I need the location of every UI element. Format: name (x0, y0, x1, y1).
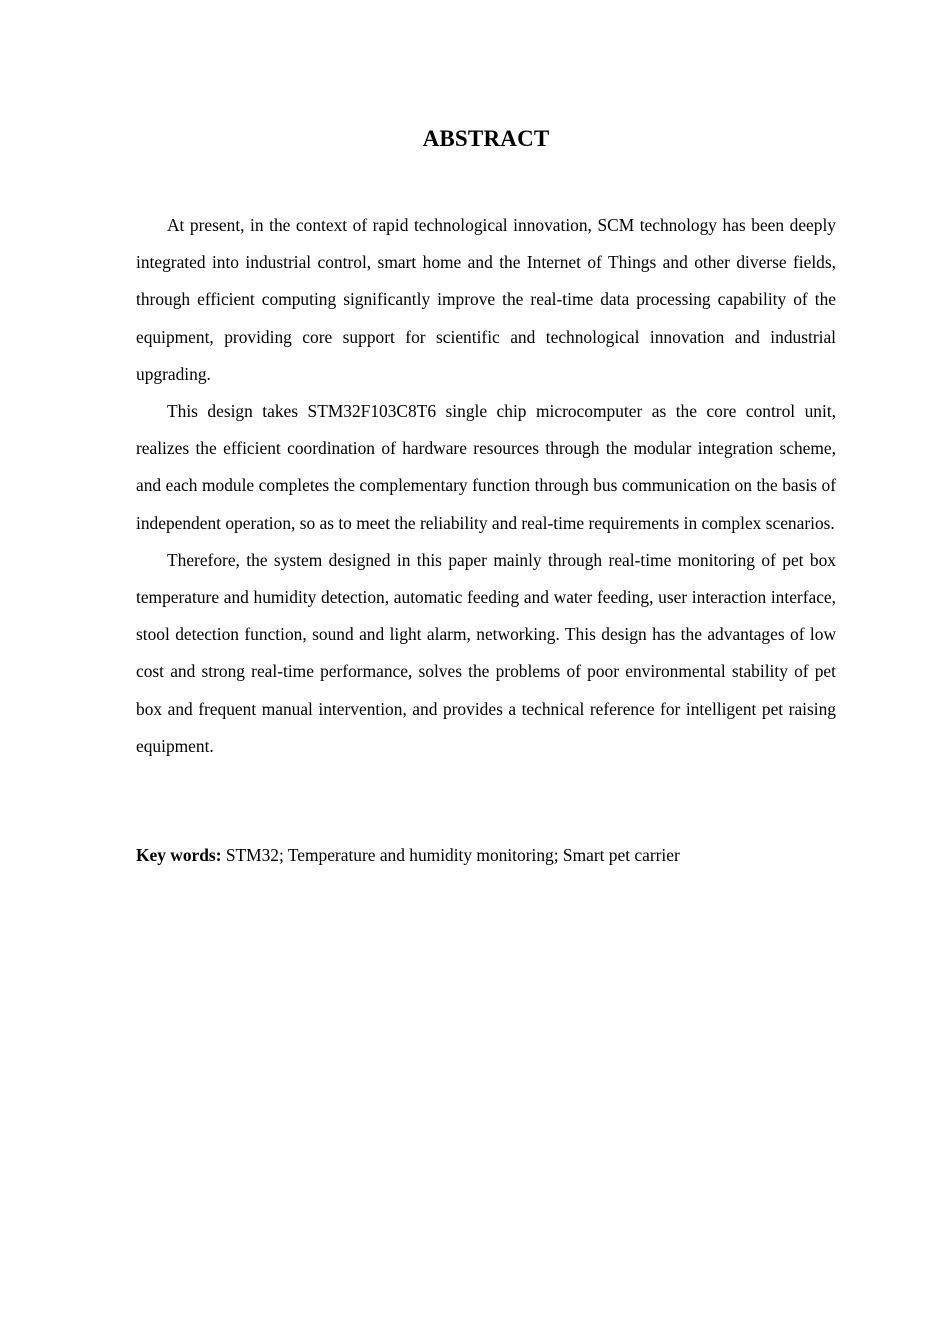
keywords-text: STM32; Temperature and humidity monitoring; Smart pet carrier (221, 845, 680, 865)
abstract-title: ABSTRACT (422, 126, 550, 151)
abstract-paragraph-2: This design takes STM32F103C8T6 single chip microcomputer as the core control unit, realizes the efficient coordination of hardware resources through the modular integration scheme, and each module completes the complementary function through bus communication on the basis of independent operation, so as to meet the reliability and real-time requirements in complex scenarios. (136, 401, 836, 533)
keywords-line (136, 837, 836, 874)
abstract-body (136, 207, 836, 765)
abstract-paragraph-3: Therefore, the system designed in this paper mainly through real-time monitoring of pet box temperature and humidity detection, automatic feeding and water feeding, user interaction interface, stool detection function, sound and light alarm, networking. This design has the advantages of low cost and strong real-time performance, solves the problems of poor environmental stability of pet box and frequent manual intervention, and provides a technical reference for intelligent pet raising equipment. (136, 549, 836, 756)
keywords-label: Key words: (136, 845, 222, 865)
abstract-paragraph-1: At present, in the context of rapid technological innovation, SCM technology has been deeply integrated into industrial control, smart home and the Internet of Things and other diverse fields, through efficient computing significantly improve the real-time data processing capability of the equipment, providing core support for scientific and technological innovation and industrial upgrading. (136, 215, 836, 384)
